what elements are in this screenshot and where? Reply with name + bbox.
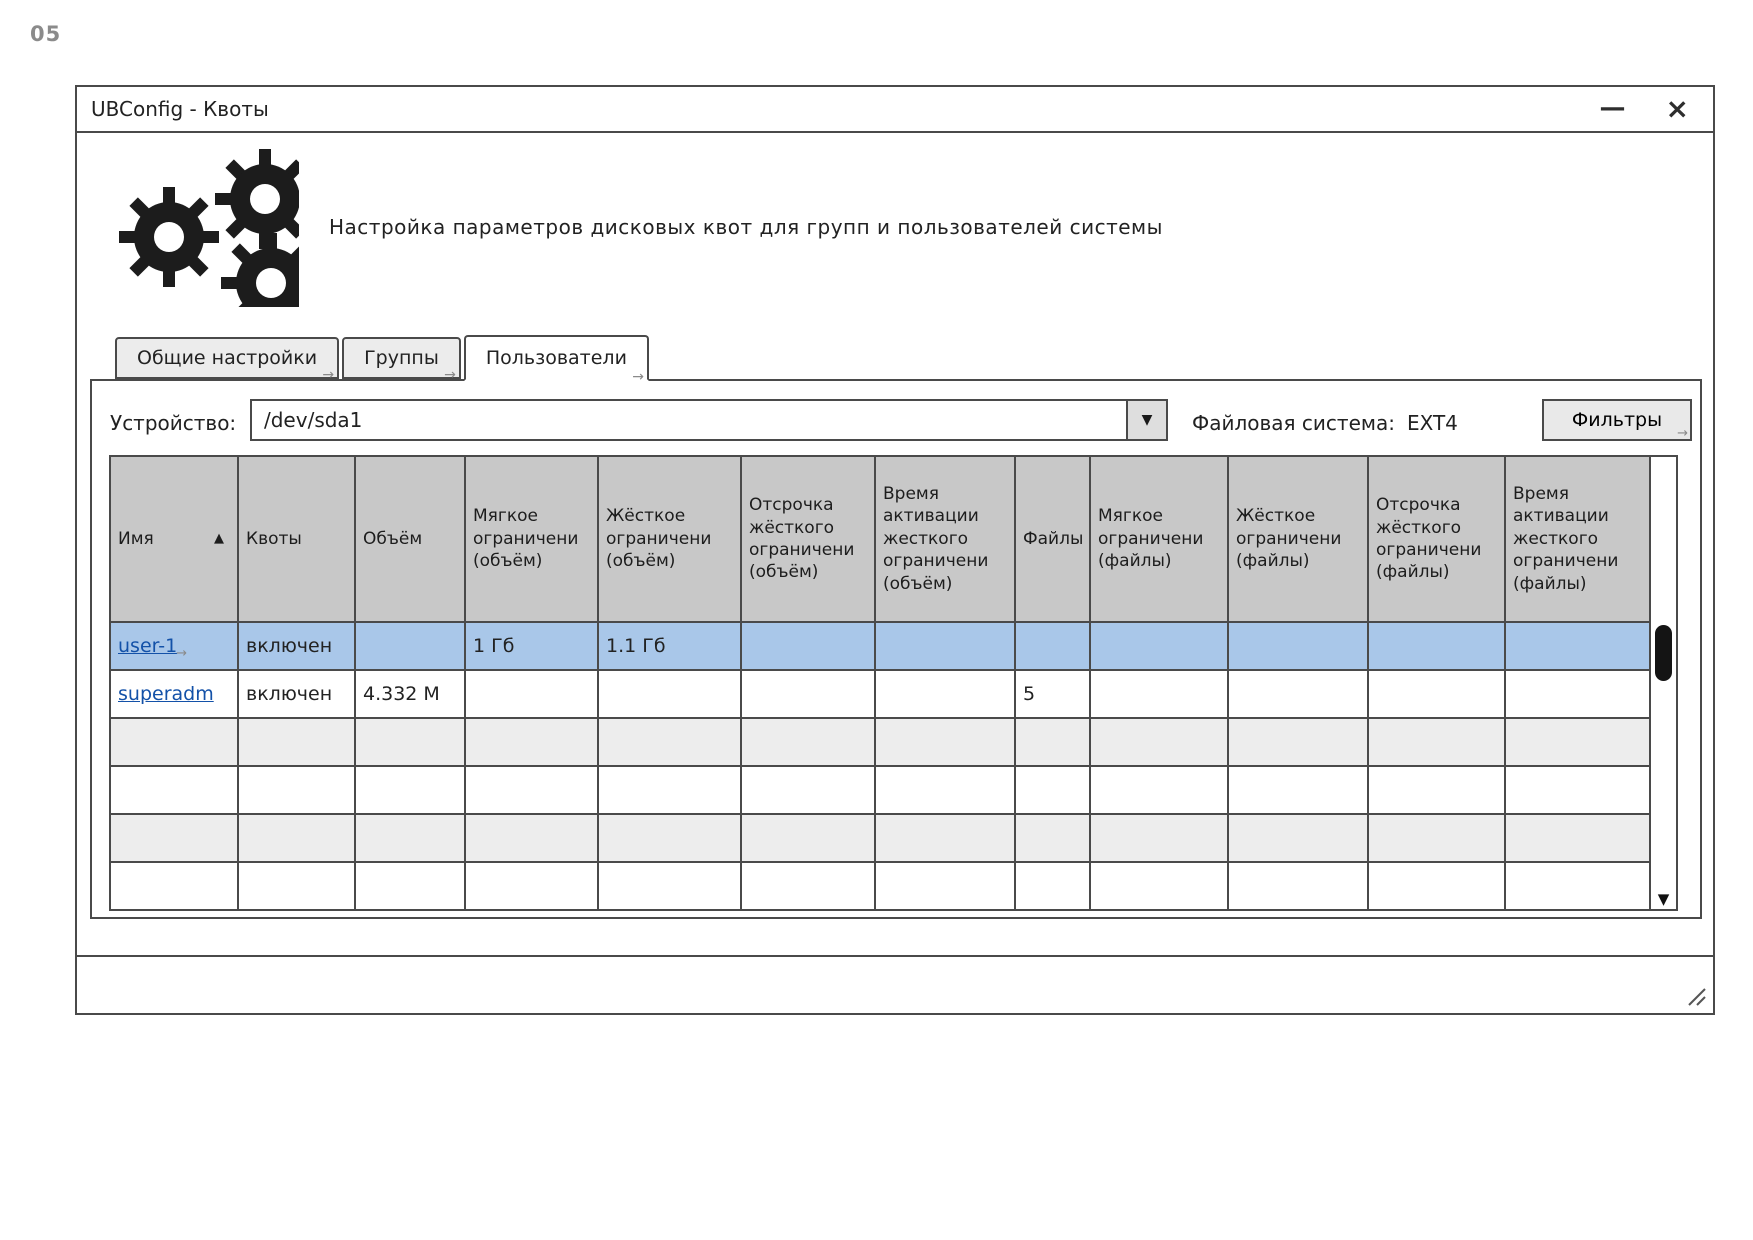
column-header-soft-files[interactable]: Мягкое ограничени (файлы) [1090,456,1228,622]
link-arrow-icon: → [176,646,188,661]
cell-grace-files [1368,622,1505,670]
empty-cell [875,862,1015,910]
column-header-grace-files[interactable]: Отсрочка жёсткого ограничени (файлы) [1368,456,1505,622]
empty-cell [1090,814,1228,862]
column-header-hard-volume[interactable]: Жёсткое ограничени (объём) [598,456,741,622]
user-link[interactable]: user-1 [118,635,178,657]
cell-volume [355,622,465,670]
user-link[interactable]: superadm [118,683,214,705]
tab-bar [115,335,652,385]
column-header-hard-files[interactable]: Жёсткое ограничени (файлы) [1228,456,1368,622]
table-row-superadm[interactable] [110,670,1652,718]
minimize-icon[interactable]: — [1599,93,1626,124]
empty-cell [1228,814,1368,862]
empty-cell [355,766,465,814]
empty-cell [465,862,598,910]
title-bar[interactable] [77,87,1713,133]
cell-volume: 4.332 М [355,670,465,718]
cell-hard-volume [598,670,741,718]
empty-cell [741,862,875,910]
empty-cell [1368,766,1505,814]
cell-files: 5 [1015,670,1090,718]
empty-cell [741,814,875,862]
empty-cell [875,718,1015,766]
cell-grace-volume [741,670,875,718]
empty-cell [1368,814,1505,862]
empty-cell [598,766,741,814]
cell-files [1015,622,1090,670]
window-controls [1599,92,1699,125]
empty-cell [1015,862,1090,910]
empty-cell [1090,862,1228,910]
empty-cell [875,766,1015,814]
column-header-volume[interactable]: Объём [355,456,465,622]
empty-cell [1228,862,1368,910]
column-header-quotas[interactable]: Квоты [238,456,355,622]
column-header-name[interactable] [110,456,238,622]
table-row-empty[interactable] [110,718,1652,766]
tab-groups[interactable] [342,337,461,383]
link-arrow-icon: → [322,367,335,383]
cell-soft-files [1090,622,1228,670]
empty-cell [465,814,598,862]
table-header-row [110,456,1652,622]
empty-cell [741,718,875,766]
cell-activation-files [1505,670,1652,718]
table-row-user-1[interactable] [110,622,1652,670]
table-row-empty[interactable] [110,766,1652,814]
cell-hard-files [1228,670,1368,718]
app-window [75,85,1715,1015]
empty-cell [1015,718,1090,766]
empty-cell [110,814,238,862]
empty-cell [1015,766,1090,814]
column-header-activation-volume[interactable]: Время активации жесткого ограничени (объём) [875,456,1015,622]
filesystem-info [1192,411,1458,435]
empty-cell [110,718,238,766]
column-header-files[interactable]: Файлы [1015,456,1090,622]
table-row-empty[interactable] [110,862,1652,910]
cell-activation-files [1505,622,1652,670]
link-arrow-icon: → [1677,426,1688,441]
empty-cell [1228,766,1368,814]
link-arrow-icon: → [632,369,644,385]
cell-name [110,670,238,718]
tab-content-panel [90,379,1702,919]
device-select-value: /dev/sda1 [264,408,363,432]
quota-table [109,455,1678,913]
empty-cell [355,814,465,862]
empty-cell [355,718,465,766]
tab-label: Группы [364,347,439,369]
vertical-scrollbar[interactable] [1649,455,1678,911]
column-header-label: Имя [118,528,154,549]
scrollbar-thumb[interactable] [1655,625,1672,681]
column-header-soft-volume[interactable]: Мягкое ограничени (объём) [465,456,598,622]
device-label: Устройство: [110,411,237,435]
tab-label: Общие настройки [137,347,318,369]
settings-gears-icon [119,149,299,307]
tab-users[interactable] [464,335,649,385]
sort-ascending-icon: ▲ [214,531,224,547]
empty-cell [598,718,741,766]
empty-cell [238,814,355,862]
tab-label: Пользователи [485,347,627,369]
cell-hard-volume: 1.1 Гб [598,622,741,670]
empty-cell [1015,814,1090,862]
empty-cell [741,766,875,814]
page-number-label: 05 [30,22,62,46]
window-description: Настройка параметров дисковых квот для групп и пользователей системы [329,215,1163,239]
cell-soft-volume [465,670,598,718]
filters-button[interactable] [1542,399,1692,441]
resize-grip-icon[interactable] [1684,984,1706,1006]
cell-quotas: включен [238,670,355,718]
empty-cell [598,814,741,862]
cell-soft-volume: 1 Гб [465,622,598,670]
empty-cell [238,766,355,814]
cell-hard-files [1228,622,1368,670]
empty-cell [238,862,355,910]
empty-cell [1368,718,1505,766]
empty-cell [465,766,598,814]
empty-cell [110,766,238,814]
empty-cell [1505,814,1652,862]
table-row-empty[interactable] [110,814,1652,862]
link-arrow-icon: → [444,367,456,383]
empty-cell [238,718,355,766]
empty-cell [1505,766,1652,814]
empty-cell [1090,766,1228,814]
tab-general-settings[interactable] [115,337,339,383]
dropdown-arrow-icon[interactable]: ▼ [1126,401,1166,439]
filesystem-value: EXT4 [1406,411,1458,435]
column-header-grace-volume[interactable]: Отсрочка жёсткого ограничени (объём) [741,456,875,622]
filesystem-label: Файловая система: [1192,411,1395,435]
device-select[interactable] [250,399,1168,441]
filters-button-label: Фильтры [1571,409,1663,431]
empty-cell [465,718,598,766]
cell-grace-files [1368,670,1505,718]
empty-cell [1505,718,1652,766]
empty-cell [875,814,1015,862]
column-header-activation-files[interactable]: Время активации жесткого ограничени (файлы) [1505,456,1652,622]
close-icon[interactable]: × [1665,92,1689,125]
cell-quotas: включен [238,622,355,670]
empty-cell [1228,718,1368,766]
window-title: UBConfig - Квоты [91,97,269,121]
empty-cell [355,862,465,910]
cell-activation-volume [875,622,1015,670]
cell-activation-volume [875,670,1015,718]
cell-name [110,622,238,670]
scroll-down-icon[interactable]: ▼ [1657,890,1670,908]
empty-cell [598,862,741,910]
empty-cell [110,862,238,910]
empty-cell [1505,862,1652,910]
status-bar-divider [77,955,1713,957]
empty-cell [1090,718,1228,766]
cell-grace-volume [741,622,875,670]
empty-cell [1368,862,1505,910]
cell-soft-files [1090,670,1228,718]
